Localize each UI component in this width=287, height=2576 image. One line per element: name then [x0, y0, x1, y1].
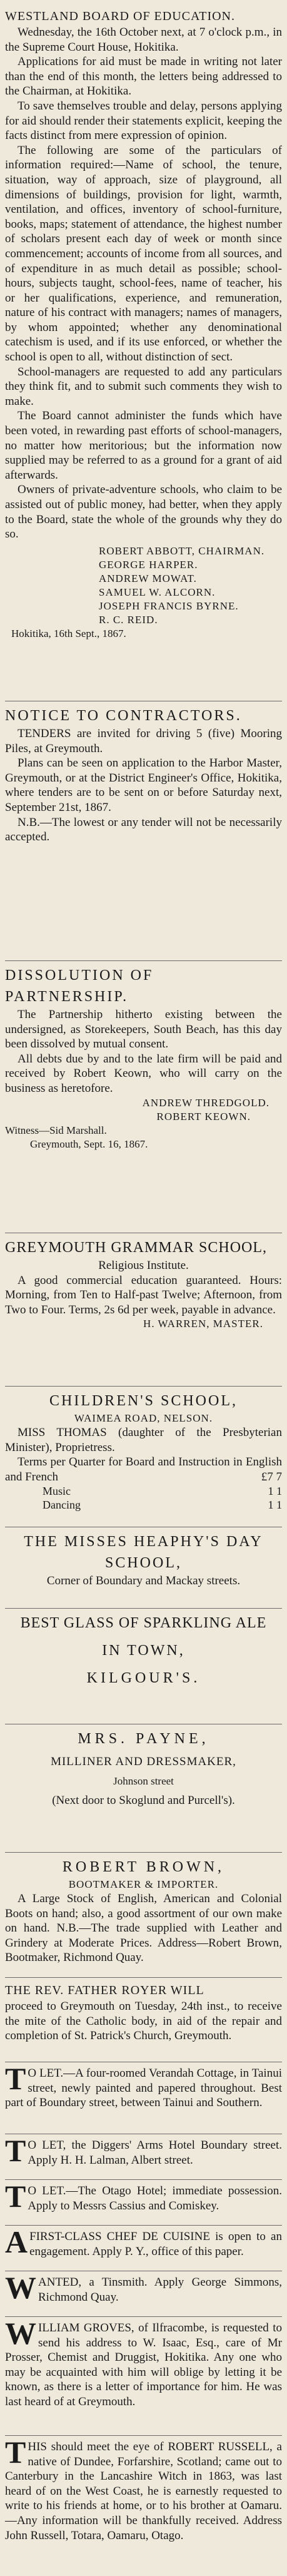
payne-title: MRS. PAYNE,: [78, 1731, 209, 1747]
childrens-p1: MISS THOMAS (daughter of the Presbyterian Minister), Proprietress.: [5, 1426, 282, 1454]
contractors-p2: Plans can be seen on application to the Harbor Master, Greymouth, or at the District Engineer's Office, Hokitika, where tenders are to be sent on or before Saturday next, September 21st, 1867.: [5, 756, 282, 814]
contractors-title: NOTICE TO CONTRACTORS.: [5, 708, 242, 724]
grammar-title: GREYMOUTH GRAMMAR SCHOOL,: [5, 1240, 268, 1256]
to-let-diggers-text: TO LET, the Diggers' Arms Hotel Boundary street. Apply H. H. Lalman, Albert street.: [5, 2133, 282, 2168]
westland-p1: Wednesday, the 16th October next, at 7 o'clock p.m., in the Supreme Court House, Hokitika.: [5, 26, 282, 54]
westland-sig-3: ANDREW MOWAT.: [99, 572, 197, 584]
kilgour-ad: [5, 1609, 282, 1724]
dissolution-sig2: ROBERT KEOWN.: [156, 1110, 251, 1123]
payne-line3: (Next door to Skoglund and Purcell's).: [52, 1793, 235, 1807]
to-let-otago-text: TO LET.—The Otago Hotel; immediate possession. Apply to Messrs Cassius and Comiskey.: [5, 2179, 282, 2214]
russell-text: THIS should meet the eye of ROBERT RUSSELL, a native of Dundee, Forfarshire, Scotland; came out to Canterbury in the Lancashire Witch in 1863, was last heard of on the West Coast, he is earnestly requested to write to his friends at home, or to his brother at Oamaru.—Any information will be thankfully received. Address John Russell, Totara, Oamaru, Otago.: [5, 2435, 282, 2542]
westland-signatures: [5, 544, 282, 627]
royer-title: THE REV. FATHER ROYER WILL: [5, 1983, 204, 1997]
fee-music-label: Music: [43, 1485, 71, 1498]
to-let-otago-hotel: [5, 2180, 282, 2226]
contractors-p3: N.B.—The lowest or any tender will not be necessarily accepted.: [5, 815, 282, 844]
tinsmith-ad: [5, 2271, 282, 2317]
westland-sig-4: SAMUEL W. ALCORN.: [99, 586, 216, 598]
dissolution-sig1: ANDREW THREDGOLD.: [142, 1096, 269, 1109]
grammar-sig: H. WARREN, MASTER.: [143, 1318, 263, 1330]
westland-date: Hokitika, 16th Sept., 1867.: [11, 627, 126, 639]
payne-line1: MILLINER AND DRESSMAKER,: [51, 1755, 236, 1768]
westland-p4: The following are some of the particulars of information required:—Name of school, the tenure, situation, way of approach, size of playground, all dimensions of buildings, provision for light, warmth, ventilation, and offices, inventory of school-furniture, books, maps; statement of attendance, the highest number of scholars present each day of week or month since commencement; accounts of income from all sources, and of expenditure in as much detail as possible; school-hours, subjects taught, school-fees, name of teacher, his or her qualifications, experience, and remuneration, nature of his contract with managers; names of managers, by whom appointed; whether any denominational catechism is used, and if its use enforced, or whether the school is open to all, without distinction of sect.: [5, 143, 282, 364]
westland-p2: Applications for aid must be made in writing not later than the end of this month, the letters being addressed to the Chairman, at Hokitika.: [5, 55, 282, 98]
contractors-p1: TENDERS are invited for driving 5 (five) Mooring Piles, at Greymouth.: [5, 727, 282, 755]
grammar-school-ad: [5, 1233, 282, 1387]
kilgour-line2: IN TOWN,: [102, 1642, 185, 1659]
heaphys-school-ad: [5, 1527, 282, 1609]
westland-p6: The Board cannot administer the funds which have been voted, in rewarding past efforts of school-managers, no matter how meritorious; but the information now supplied may be referred to as a ground for a grant of aid afterwards.: [5, 409, 282, 482]
childrens-terms: Terms per Quarter for Board and Instruction in English and French: [5, 1455, 282, 1484]
payne-ad: [5, 1724, 282, 1853]
fee-music-value: 1 1: [268, 1485, 282, 1498]
childrens-fee-dancing: [5, 1498, 282, 1512]
grammar-subtitle: Religious Institute.: [98, 1259, 189, 1272]
brown-p1: A Large Stock of English, American and Colonial Boots on hand; also, a good assortment of our own make on hand. N.B.—The trade supplied with Leather and Grindery at Moderate Prices. Address—Robert Brown, Bootmaker, Richmond Quay.: [5, 1892, 282, 1965]
to-let-cottage-text: TO LET.—A four-roomed Verandah Cottage, in Tainui street, newly painted and papered throughout. Best part of Boundary street, between Tainui and Southern.: [5, 2061, 282, 2110]
royer-notice: [5, 1978, 282, 2062]
groves-text: WILLIAM GROVES, of Ilfracombe, is requested to send his address to W. Isaac, Esq., care of Mr Prosser, Chemist and Druggist, Hokitika. Any one who may be acquainted with him will oblige by letting it be known, as there is a letter of importance for him. He was last heard of at Greymouth.: [5, 2316, 282, 2408]
dissolution-p1: The Partnership hitherto existing between the undersigned, as Storekeepers, South Beach, has this day been dissolved by mutual consent.: [5, 1008, 282, 1051]
dissolution-date: Greymouth, Sept. 16, 1867.: [30, 1138, 148, 1150]
dissolution-witness: Witness—Sid Marshall.: [5, 1124, 107, 1136]
russell-notice: [5, 2436, 282, 2576]
dissolution-p2: All debts due by and to the late firm will be paid and received by Robert Keown, who will carry on the business as heretofore.: [5, 1052, 282, 1095]
westland-sig-2: GEORGE HARPER.: [99, 558, 198, 571]
brown-title: ROBERT BROWN,: [62, 1859, 225, 1875]
westland-board-notice: [5, 4, 282, 701]
heaphys-title: THE MISSES HEAPHY'S DAY SCHOOL,: [24, 1534, 263, 1571]
tinsmith-text: WANTED, a Tinsmith. Apply George Simmons, Richmond Quay.: [5, 2270, 282, 2305]
chef-text: AFIRST-CLASS CHEF DE CUISINE is open to an engagement. Apply P. Y., office of this paper.: [5, 2224, 282, 2259]
brown-ad: [5, 1853, 282, 1978]
contractors-notice: [5, 701, 282, 961]
westland-title: WESTLAND BOARD OF EDUCATION.: [5, 9, 235, 23]
grammar-p1: A good commercial education guaranteed. Hours: Morning, from Ten to Half-past Twelve; Afternoon, from Two to Four. Terms, 2s 6d per week, payable in advance.: [5, 1273, 282, 1316]
westland-p3: To save themselves trouble and delay, persons applying for aid should render their statements explicit, keeping the facts distinct from mere expression of opinion.: [5, 99, 282, 143]
to-let-diggers-arms: [5, 2134, 282, 2180]
westland-p5: School-managers are requested to add any particulars they think fit, and to submit such comments they wish to make.: [5, 365, 282, 408]
childrens-fee-music: [5, 1484, 282, 1498]
childrens-subtitle: WAIMEA ROAD, NELSON.: [74, 1412, 213, 1424]
newspaper-column: [5, 0, 282, 2576]
childrens-title: CHILDREN'S SCHOOL,: [49, 1393, 238, 1409]
westland-sig-5: JOSEPH FRANCIS BYRNE.: [99, 599, 239, 612]
royer-p1: proceed to Greymouth on Tuesday, 24th inst., to receive the mite of the Catholic body, in aid of the repair and completion of St. Patrick's Church, Greymouth.: [5, 2000, 282, 2043]
westland-sig-6: R. C. REID.: [99, 613, 158, 626]
fee-dancing-label: Dancing: [43, 1499, 81, 1512]
chef-ad: [5, 2226, 282, 2271]
dissolution-notice: [5, 961, 282, 1233]
fee-dancing-value: 1 1: [268, 1499, 282, 1512]
westland-sig-1: ROBERT ABBOTT, CHAIRMAN.: [99, 544, 265, 557]
brown-subtitle: BOOTMAKER & IMPORTER.: [68, 1878, 219, 1890]
to-let-cottage: [5, 2062, 282, 2134]
childrens-p2: [5, 1455, 282, 1484]
payne-line2: Johnson street: [113, 1774, 174, 1787]
kilgour-line3: KILGOUR'S.: [86, 1670, 201, 1686]
heaphys-p1: Corner of Boundary and Mackay streets.: [46, 1574, 241, 1587]
kilgour-line1: BEST GLASS OF SPARKLING ALE: [20, 1615, 267, 1631]
dissolution-title: DISSOLUTION OF PARTNERSHIP.: [5, 967, 154, 1005]
groves-notice: [5, 2317, 282, 2436]
childrens-school-ad: [5, 1387, 282, 1527]
westland-p7: Owners of private-adventure schools, who claim to be assisted out of public money, had better, when they apply to the Board, state the whole of the grounds why they do so.: [5, 483, 282, 541]
childrens-main-fee: £7 7: [261, 1470, 282, 1484]
